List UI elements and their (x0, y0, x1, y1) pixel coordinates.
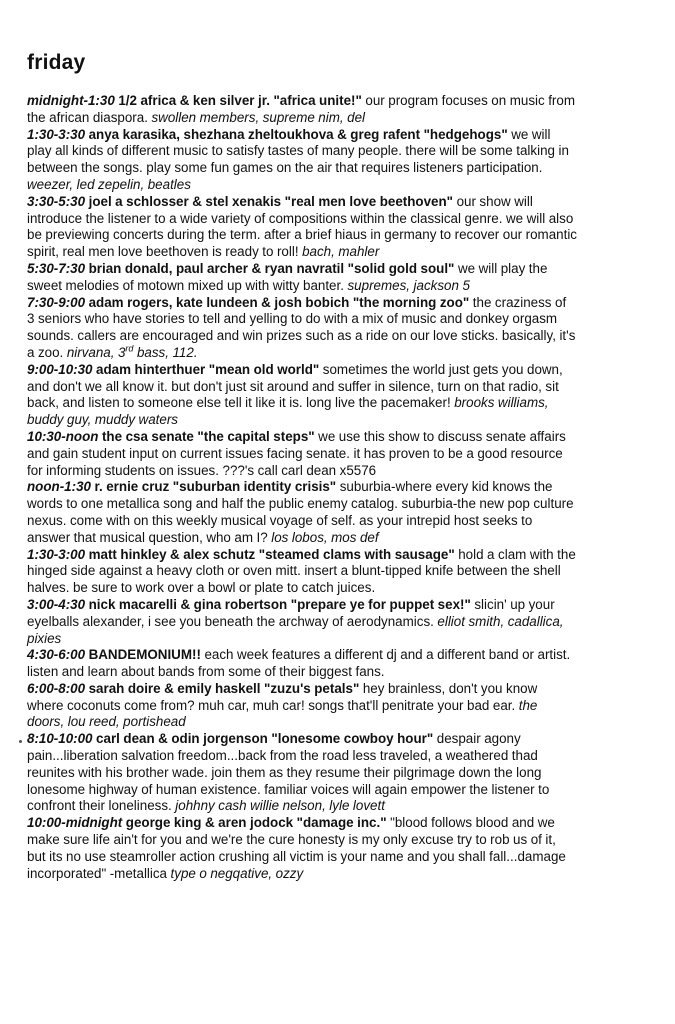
entry-artists: brooks williams, buddy guy, muddy waters (27, 395, 549, 428)
entry-description: we will play all kinds of different music to satisfy tastes of many people. there will be some talking in between the songs. play some fun games on the air that requires listeners participation. (27, 126, 569, 176)
entry-host: r. ernie cruz "suburban identity crisis" (94, 479, 337, 495)
entry-time: 1:30-3:30 (27, 126, 86, 142)
entry-host: brian donald, paul archer & ryan navratil "solid gold soul" (88, 260, 455, 276)
entry-description: slicin' up your eyelballs alexander, i see you beneath the archway of aerodynamics. (27, 596, 555, 629)
entry-time: noon-1:30 (27, 479, 91, 495)
entry-host: 1/2 africa & ken silver jr. "africa unite!" (118, 93, 362, 108)
entry-host: adam rogers, kate lundeen & josh bobich "the morning zoo" (88, 294, 470, 310)
entry-time: midnight-1:30 (27, 93, 115, 108)
entry-artists: johhny cash willie nelson, lyle lovett (175, 798, 385, 814)
schedule-entry (27, 731, 577, 815)
entry-time: 8:10-10:00 (27, 731, 93, 747)
entry-artists: bach, mahler (302, 244, 380, 260)
entry-description: hold a clam with the hinged side against a heavy cloth or oven mitt. insert a blunt-tipped knife between the shell halves. be sure to work over a bowl or plate to catch juices. (27, 546, 576, 596)
entry-description: the craziness of 3 seniors who have stories to tell and yelling to do with a mix of music and donkey orgasm sounds. callers are encouraged and win prizes such as a ride on our love sticks. basically, it's a zoo. (27, 294, 576, 360)
entry-host: matt hinkley & alex schutz "steamed clams with sausage" (88, 546, 455, 562)
entry-artists: the doors, lou reed, portishead (27, 697, 538, 730)
entry-artists: swollen members, supreme nim, del (151, 109, 365, 125)
entry-host: george king & aren jodock "damage inc." (125, 815, 387, 831)
entry-host: anya karasika, shezhana zheltoukhova & greg rafent "hedgehogs" (88, 126, 508, 142)
schedule-entry (27, 362, 577, 429)
entry-description: "blood follows blood and we make sure life ain't for you and we're the cure honesty is my only excuse try to rob us of it, but its no use steamroller action crushing all victim is your name and you shall fall...damage incorporated" -metallica (27, 815, 566, 881)
entry-description: sometimes the world just gets you down, and don't we all know it. but don't just sit around and suffer in silence, turn on that radio, sit back, and listen to someone else tell it like it is. long live the pacemaker! (27, 361, 563, 411)
entry-description: our show will introduce the listener to a wide variety of compositions within the classical genre. we will also be previewing concerts during the term. after a brief hiaus in germany to recover our romantic spirit, real men love beethoven is ready to roll! (27, 193, 577, 260)
entry-host: carl dean & odin jorgenson "lonesome cowboy hour" (96, 731, 434, 747)
schedule-list (27, 93, 577, 882)
entry-time: 3:00-4:30 (27, 596, 86, 612)
stray-mark (19, 740, 22, 743)
schedule-entry (27, 127, 577, 194)
schedule-entry (27, 194, 577, 261)
schedule-entry (27, 681, 577, 731)
entry-artists: los lobos, mos def (271, 529, 379, 545)
schedule-entry (27, 647, 577, 681)
entry-time: 4:30-6:00 (27, 647, 86, 663)
schedule-entry (27, 815, 577, 882)
entry-host: nick macarelli & gina robertson "prepare ye for puppet sex!" (88, 596, 471, 612)
entry-artists: nirvana, 3rd bass, 112. (66, 343, 198, 360)
entry-time: 3:30-5:30 (27, 193, 86, 209)
entry-artists: elliot smith, cadallica, pixies (27, 613, 564, 646)
entry-time: 5:30-7:30 (27, 260, 86, 276)
entry-artists: type o negqative, ozzy (170, 865, 304, 881)
entry-host: BANDEMONIUM!! (88, 647, 201, 663)
entry-host: joel a schlosser & stel xenakis "real men love beethoven" (88, 193, 454, 209)
schedule-entry (27, 295, 577, 362)
entry-time: 7:30-9:00 (27, 294, 86, 310)
schedule-entry (27, 597, 577, 647)
entry-description: we use this show to discuss senate affairs and gain student input on current issues facing senate. it has proven to be a good resource for informing students on issues. ???'s call carl dean x5576 (27, 428, 566, 478)
entry-artists: weezer, led zepelin, beatles (27, 176, 191, 192)
entry-time: 6:00-8:00 (27, 680, 86, 696)
entry-host: adam hinterthuer "mean old world" (96, 361, 320, 377)
entry-time: 9:00-10:30 (27, 361, 93, 377)
entry-time: 1:30-3:00 (27, 546, 86, 562)
entry-description: we will play the sweet melodies of motown mixed up with witty banter. (27, 260, 548, 293)
entry-description: each week features a different dj and a different band or artist. listen and learn about bands from some of their biggest fans. (27, 647, 571, 680)
entry-time: 10:00-midnight (27, 815, 123, 831)
schedule-entry (27, 93, 577, 127)
schedule-entry (27, 261, 577, 295)
entry-host: sarah doire & emily haskell "zuzu's petals" (88, 680, 360, 696)
schedule-entry (27, 429, 577, 479)
schedule-entry (27, 547, 577, 597)
entry-description: hey brainless, don't you know where coconuts come from? muh car, muh car! songs that'll penitrate your bad ear. (27, 680, 538, 713)
entry-description: despair agony pain...liberation salvation freedom...back from the road less traveled, a weathered thad reunites with his brother wade. join them as they resume their pilgrimage down the long lonesome highway of human existence. familiar voices will again empower the listener to confront their loneliness. (27, 731, 550, 814)
page-title: friday (27, 51, 86, 74)
entry-host: the csa senate "the capital steps" (101, 428, 315, 444)
entry-artists: supremes, jackson 5 (347, 277, 470, 293)
entry-description: suburbia-where every kid knows the words to one metallica song and half the public enemy catalog. suburbia-the new pop culture nexus. come with on this weekly musical voyage of self. as your intrepid host seeks to answer that musical question, who am I? (27, 479, 574, 545)
schedule-entry (27, 479, 577, 546)
entry-time: 10:30-noon (27, 428, 99, 444)
entry-description: our program focuses on music from the african diaspora. (27, 93, 575, 125)
